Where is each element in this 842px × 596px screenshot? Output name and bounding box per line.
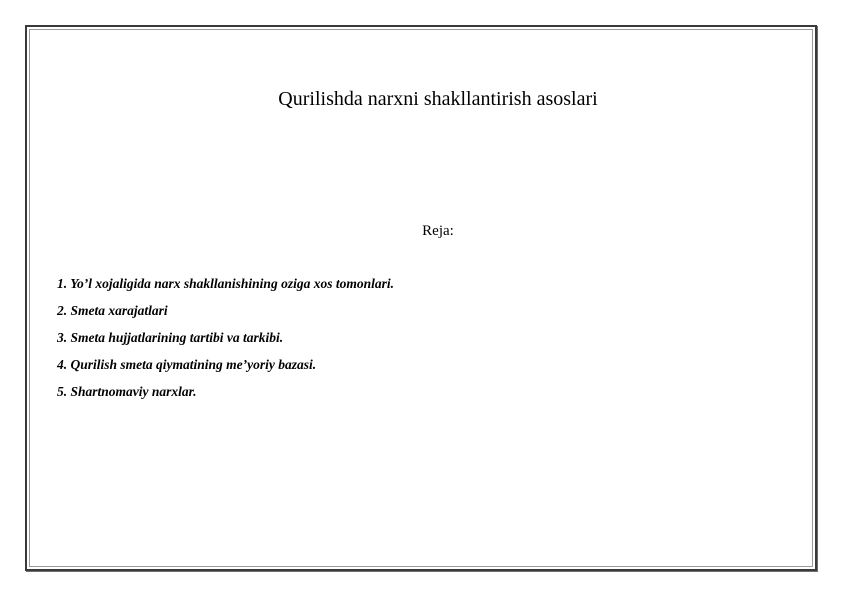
plan-item: 5. Shartnomaviy narxlar. <box>57 384 197 399</box>
plan-list <box>57 275 394 410</box>
plan-item: 3. Smeta hujjatlarining tartibi va tarkibi. <box>57 330 284 345</box>
plan-item: 1. Yo’l xojaligida narx shakllanishining oziga xos tomonlari. <box>57 276 394 291</box>
plan-item: 2. Smeta xarajatlari <box>57 303 168 318</box>
document-title: Qurilishda narxni shakllantirish asoslari <box>278 88 598 110</box>
plan-heading: Reja: <box>422 223 454 239</box>
plan-item: 4. Qurilish smeta qiymatining me’yoriy bazasi. <box>57 357 317 372</box>
